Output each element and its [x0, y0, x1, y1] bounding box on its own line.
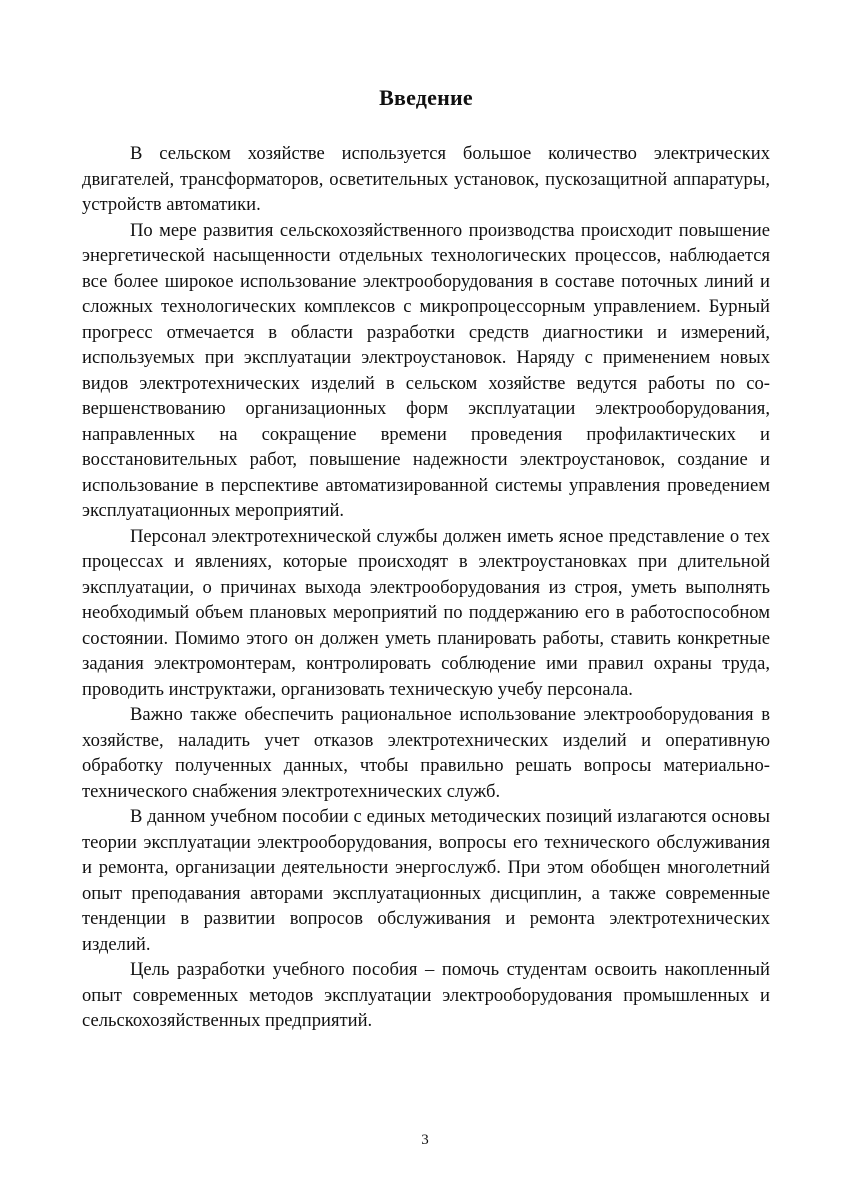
page-title: Введение [379, 85, 473, 110]
paragraph-4: Важно также обеспечить рациональное использование электрооборудования в хозяйстве, наладить учет отказов электротехнических изделий и оперативную обработку полученных данных, чтобы правильно решать вопросы материально-технического снабжения электротехнических служб. [82, 704, 770, 802]
paragraph-6: Цель разработки учебного пособия – помочь студентам освоить накопленный опыт современных методов эксплуатации электрооборудования промышленных и сельскохозяйственных предприятий. [82, 959, 770, 1031]
paragraph-1: В сельском хозяйстве используется большое количество электрических двигателей, трансформаторов, осветительных установок, пускозащитной аппаратуры, устройств автоматики. [82, 143, 770, 215]
paragraph-2: По мере развития сельскохозяйственного производства происходит повышение энергетической насыщенности отдельных технологических процессов, наблюдается все более широкое использование электрооборудования в составе поточных линий и сложных технологических комплексов с микропроцессорным управлением. Бурный прогресс отмечается в области разработки средств диагностики и измерений, используемых при эксплуатации электроустановок. Наряду с применением новых видов электротехнических изделий в сельском хозяйстве ведутся работы по совершенствованию организационных форм эксплуатации электрооборудования, направленных на сокращение времени проведения профилактических и восстановительных работ, повышение надежности электроустановок, создание и использование в перспективе автоматизированной системы управления проведением эксплуатационных мероприятий. [82, 219, 770, 521]
paragraph-3: Персонал электротехнической службы должен иметь ясное представление о тех процессах и явлениях, которые происходят в электроустановках при длительной эксплуатации, о причинах выхода электрооборудования из строя, уметь выполнять необходимый объем плановых мероприятий по поддержанию его в работоспособном состоянии. Помимо этого он должен уметь планировать работы, ставить конкретные задания электромонтерам, контролировать соблюдение ими правил охраны труда, проводить инструктажи, организовать техническую учебу персонала. [82, 525, 770, 700]
paragraph-5: В данном учебном пособии с единых методических позиций излагаются основы теории эксплуатации электрооборудования, вопросы его технического обслуживания и ремонта, организации деятельности энергослужб. При этом обобщен многолетний опыт преподавания авторами эксплуатационных дисциплин, а также современные тенденции в развитии вопросов обслуживания и ремонта электротехнических изделий. [82, 806, 770, 955]
page-number: 3 [421, 1132, 429, 1148]
document-page [82, 0, 770, 1034]
body-text [82, 141, 770, 1034]
